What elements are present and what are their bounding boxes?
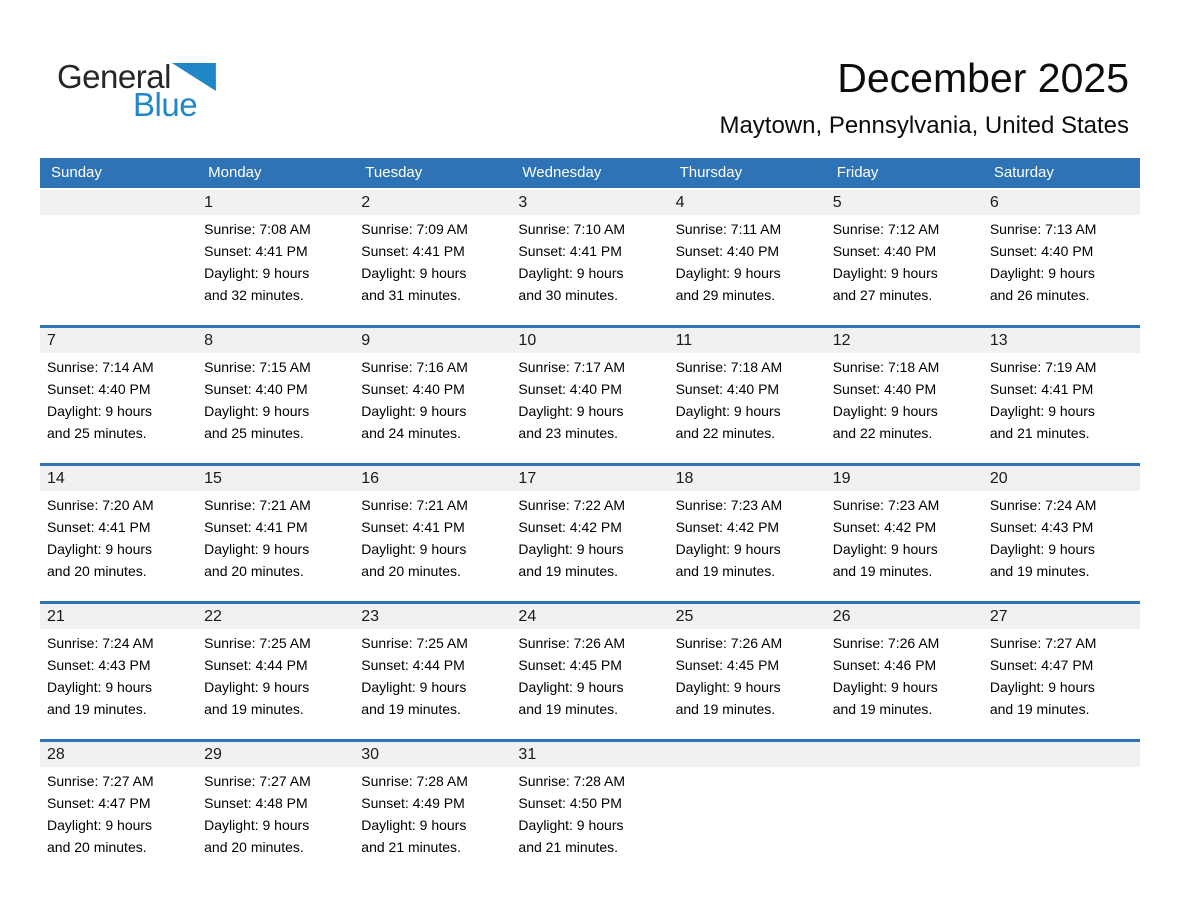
day-number-empty bbox=[669, 742, 826, 767]
day-number: 28 bbox=[40, 742, 197, 767]
page-subtitle: Maytown, Pennsylvania, United States bbox=[719, 112, 1129, 140]
daylight-minutes-text: and 21 minutes. bbox=[518, 839, 619, 855]
sunset-text: Sunset: 4:43 PM bbox=[47, 657, 151, 673]
sunset-text: Sunset: 4:47 PM bbox=[47, 795, 151, 811]
header-titles bbox=[719, 56, 1129, 140]
day-number: 16 bbox=[354, 466, 511, 491]
daylight-hours-text: Daylight: 9 hours bbox=[989, 541, 1095, 557]
sunset-text: Sunset: 4:41 PM bbox=[989, 381, 1094, 397]
sunrise-text: Sunrise: 7:10 AM bbox=[518, 221, 626, 237]
sunrise-text: Sunrise: 7:24 AM bbox=[47, 635, 154, 651]
day-cell-27 bbox=[983, 604, 1140, 720]
sunset-text: Sunset: 4:43 PM bbox=[989, 519, 1094, 535]
sunset-text: Sunset: 4:41 PM bbox=[361, 243, 465, 259]
sunset-text: Sunset: 4:40 PM bbox=[518, 381, 622, 397]
daylight-hours-text: Daylight: 9 hours bbox=[675, 265, 781, 281]
daylight-minutes-text: and 20 minutes. bbox=[204, 839, 304, 855]
sunset-text: Sunset: 4:48 PM bbox=[204, 795, 308, 811]
daylight-hours-text: Daylight: 9 hours bbox=[361, 817, 467, 833]
day-cell-25 bbox=[669, 604, 826, 720]
daylight-hours-text: Daylight: 9 hours bbox=[47, 541, 153, 557]
daylight-minutes-text: and 19 minutes. bbox=[518, 701, 619, 717]
sunset-text: Sunset: 4:45 PM bbox=[675, 657, 780, 673]
day-number-empty bbox=[983, 742, 1140, 767]
day-cell-19 bbox=[826, 466, 983, 582]
daylight-hours-text: Daylight: 9 hours bbox=[675, 541, 781, 557]
day-number: 15 bbox=[197, 466, 354, 491]
day-cell-20 bbox=[983, 466, 1140, 582]
daylight-minutes-text: and 21 minutes. bbox=[361, 839, 461, 855]
day-number: 25 bbox=[669, 604, 826, 629]
sunset-text: Sunset: 4:42 PM bbox=[832, 519, 937, 535]
day-cell-24 bbox=[511, 604, 668, 720]
daylight-minutes-text: and 19 minutes. bbox=[518, 563, 619, 579]
weekday-header-thursday: Thursday bbox=[679, 164, 743, 181]
daylight-hours-text: Daylight: 9 hours bbox=[675, 679, 781, 695]
sunrise-text: Sunrise: 7:16 AM bbox=[361, 359, 468, 375]
sunrise-text: Sunrise: 7:27 AM bbox=[989, 635, 1097, 651]
day-number: 7 bbox=[40, 328, 197, 353]
day-cell-18 bbox=[669, 466, 826, 582]
sunset-text: Sunset: 4:40 PM bbox=[832, 243, 937, 259]
sunset-text: Sunset: 4:40 PM bbox=[675, 243, 780, 259]
daylight-minutes-text: and 19 minutes. bbox=[675, 701, 776, 717]
sunrise-text: Sunrise: 7:26 AM bbox=[518, 635, 626, 651]
day-cell-6 bbox=[983, 190, 1140, 306]
sunset-text: Sunset: 4:41 PM bbox=[204, 243, 308, 259]
day-number: 5 bbox=[826, 190, 983, 215]
daylight-minutes-text: and 19 minutes. bbox=[47, 701, 147, 717]
daylight-minutes-text: and 20 minutes. bbox=[47, 563, 147, 579]
weekday-header-tuesday: Tuesday bbox=[365, 164, 423, 181]
sunrise-text: Sunrise: 7:28 AM bbox=[518, 773, 626, 789]
sunset-text: Sunset: 4:40 PM bbox=[675, 381, 780, 397]
week-row-4 bbox=[40, 601, 1140, 739]
sunrise-text: Sunrise: 7:25 AM bbox=[204, 635, 311, 651]
day-number: 21 bbox=[40, 604, 197, 629]
sunrise-text: Sunrise: 7:11 AM bbox=[675, 221, 782, 237]
sunset-text: Sunset: 4:41 PM bbox=[47, 519, 151, 535]
daylight-hours-text: Daylight: 9 hours bbox=[832, 403, 938, 419]
daylight-minutes-text: and 19 minutes. bbox=[989, 563, 1090, 579]
day-cell-12 bbox=[826, 328, 983, 444]
daylight-minutes-text: and 20 minutes. bbox=[361, 563, 461, 579]
day-number: 8 bbox=[197, 328, 354, 353]
day-cell-9 bbox=[354, 328, 511, 444]
daylight-minutes-text: and 29 minutes. bbox=[675, 287, 776, 303]
daylight-minutes-text: and 20 minutes. bbox=[47, 839, 147, 855]
daylight-minutes-text: and 23 minutes. bbox=[518, 425, 619, 441]
day-number: 4 bbox=[669, 190, 826, 215]
sunset-text: Sunset: 4:42 PM bbox=[675, 519, 780, 535]
logo-text-general: General bbox=[57, 58, 171, 95]
day-cell-21 bbox=[40, 604, 197, 720]
daylight-minutes-text: and 21 minutes. bbox=[989, 425, 1090, 441]
day-cell-13 bbox=[983, 328, 1140, 444]
day-cell-empty bbox=[983, 742, 1140, 858]
day-cell-28 bbox=[40, 742, 197, 858]
sunset-text: Sunset: 4:41 PM bbox=[518, 243, 622, 259]
daylight-minutes-text: and 25 minutes. bbox=[47, 425, 147, 441]
day-cell-empty bbox=[40, 190, 197, 306]
calendar-weeks bbox=[40, 190, 1140, 877]
day-number: 26 bbox=[826, 604, 983, 629]
page-title: December 2025 bbox=[837, 55, 1129, 101]
sunset-text: Sunset: 4:50 PM bbox=[518, 795, 622, 811]
daylight-hours-text: Daylight: 9 hours bbox=[989, 679, 1095, 695]
day-cell-empty bbox=[669, 742, 826, 858]
week-row-2 bbox=[40, 325, 1140, 463]
sunrise-text: Sunrise: 7:25 AM bbox=[361, 635, 468, 651]
day-number: 18 bbox=[669, 466, 826, 491]
day-cell-22 bbox=[197, 604, 354, 720]
sunrise-text: Sunrise: 7:23 AM bbox=[675, 497, 783, 513]
day-number: 31 bbox=[511, 742, 668, 767]
daylight-minutes-text: and 26 minutes. bbox=[989, 287, 1090, 303]
sunrise-text: Sunrise: 7:08 AM bbox=[204, 221, 311, 237]
day-cell-7 bbox=[40, 328, 197, 444]
sunrise-text: Sunrise: 7:09 AM bbox=[361, 221, 468, 237]
daylight-hours-text: Daylight: 9 hours bbox=[204, 679, 310, 695]
daylight-hours-text: Daylight: 9 hours bbox=[361, 679, 467, 695]
sunrise-text: Sunrise: 7:27 AM bbox=[204, 773, 311, 789]
sunset-text: Sunset: 4:41 PM bbox=[361, 519, 465, 535]
daylight-hours-text: Daylight: 9 hours bbox=[832, 265, 938, 281]
daylight-hours-text: Daylight: 9 hours bbox=[204, 403, 310, 419]
sunrise-text: Sunrise: 7:19 AM bbox=[989, 359, 1097, 375]
sunrise-text: Sunrise: 7:18 AM bbox=[832, 359, 940, 375]
daylight-minutes-text: and 20 minutes. bbox=[204, 563, 304, 579]
sunrise-text: Sunrise: 7:15 AM bbox=[204, 359, 311, 375]
daylight-minutes-text: and 19 minutes. bbox=[832, 701, 933, 717]
day-cell-2 bbox=[354, 190, 511, 306]
daylight-minutes-text: and 25 minutes. bbox=[204, 425, 304, 441]
day-cell-23 bbox=[354, 604, 511, 720]
sunset-text: Sunset: 4:45 PM bbox=[518, 657, 622, 673]
daylight-minutes-text: and 22 minutes. bbox=[832, 425, 933, 441]
weekday-header-row bbox=[40, 158, 1140, 188]
weekday-header-wednesday: Wednesday bbox=[522, 164, 602, 181]
day-number: 6 bbox=[983, 190, 1140, 215]
sunset-text: Sunset: 4:40 PM bbox=[47, 381, 151, 397]
daylight-hours-text: Daylight: 9 hours bbox=[518, 679, 624, 695]
daylight-hours-text: Daylight: 9 hours bbox=[518, 541, 624, 557]
daylight-minutes-text: and 30 minutes. bbox=[518, 287, 619, 303]
day-number: 2 bbox=[354, 190, 511, 215]
sunrise-text: Sunrise: 7:26 AM bbox=[832, 635, 940, 651]
daylight-minutes-text: and 31 minutes. bbox=[361, 287, 461, 303]
daylight-hours-text: Daylight: 9 hours bbox=[47, 679, 153, 695]
week-row-3 bbox=[40, 463, 1140, 601]
day-number: 20 bbox=[983, 466, 1140, 491]
daylight-hours-text: Daylight: 9 hours bbox=[204, 817, 310, 833]
day-number: 13 bbox=[983, 328, 1140, 353]
day-cell-4 bbox=[669, 190, 826, 306]
daylight-hours-text: Daylight: 9 hours bbox=[675, 403, 781, 419]
daylight-minutes-text: and 19 minutes. bbox=[204, 701, 304, 717]
sunrise-text: Sunrise: 7:24 AM bbox=[989, 497, 1097, 513]
day-number: 29 bbox=[197, 742, 354, 767]
day-number: 30 bbox=[354, 742, 511, 767]
daylight-minutes-text: and 27 minutes. bbox=[832, 287, 933, 303]
logo bbox=[57, 58, 216, 124]
sunrise-text: Sunrise: 7:18 AM bbox=[675, 359, 783, 375]
day-cell-11 bbox=[669, 328, 826, 444]
sunset-text: Sunset: 4:46 PM bbox=[832, 657, 937, 673]
sunset-text: Sunset: 4:40 PM bbox=[832, 381, 937, 397]
week-row-5 bbox=[40, 739, 1140, 877]
sunrise-text: Sunrise: 7:21 AM bbox=[361, 497, 468, 513]
day-number: 19 bbox=[826, 466, 983, 491]
weekday-header-saturday: Saturday bbox=[993, 164, 1054, 181]
sunrise-text: Sunrise: 7:13 AM bbox=[989, 221, 1097, 237]
day-cell-30 bbox=[354, 742, 511, 858]
sunset-text: Sunset: 4:40 PM bbox=[361, 381, 465, 397]
sunrise-text: Sunrise: 7:28 AM bbox=[361, 773, 468, 789]
sunrise-text: Sunrise: 7:12 AM bbox=[832, 221, 940, 237]
day-cell-26 bbox=[826, 604, 983, 720]
day-cell-10 bbox=[511, 328, 668, 444]
sunrise-text: Sunrise: 7:14 AM bbox=[47, 359, 154, 375]
sunset-text: Sunset: 4:42 PM bbox=[518, 519, 622, 535]
daylight-minutes-text: and 19 minutes. bbox=[832, 563, 933, 579]
day-number: 17 bbox=[511, 466, 668, 491]
daylight-minutes-text: and 19 minutes. bbox=[675, 563, 776, 579]
day-cell-16 bbox=[354, 466, 511, 582]
day-number: 11 bbox=[669, 328, 826, 353]
sunset-text: Sunset: 4:40 PM bbox=[204, 381, 308, 397]
calendar-table bbox=[40, 158, 1140, 877]
day-number: 23 bbox=[354, 604, 511, 629]
daylight-minutes-text: and 22 minutes. bbox=[675, 425, 776, 441]
day-number-empty bbox=[40, 190, 197, 215]
day-cell-5 bbox=[826, 190, 983, 306]
daylight-hours-text: Daylight: 9 hours bbox=[518, 817, 624, 833]
day-cell-empty bbox=[826, 742, 983, 858]
daylight-hours-text: Daylight: 9 hours bbox=[989, 265, 1095, 281]
day-cell-17 bbox=[511, 466, 668, 582]
daylight-hours-text: Daylight: 9 hours bbox=[518, 265, 624, 281]
day-cell-14 bbox=[40, 466, 197, 582]
day-number: 22 bbox=[197, 604, 354, 629]
weekday-header-friday: Friday bbox=[836, 164, 879, 181]
day-number: 9 bbox=[354, 328, 511, 353]
daylight-minutes-text: and 19 minutes. bbox=[989, 701, 1090, 717]
sunset-text: Sunset: 4:44 PM bbox=[361, 657, 465, 673]
daylight-hours-text: Daylight: 9 hours bbox=[47, 817, 153, 833]
day-number: 24 bbox=[511, 604, 668, 629]
sunrise-text: Sunrise: 7:20 AM bbox=[47, 497, 154, 513]
weekday-header-sunday: Sunday bbox=[51, 164, 102, 181]
day-number-empty bbox=[826, 742, 983, 767]
daylight-hours-text: Daylight: 9 hours bbox=[518, 403, 624, 419]
daylight-hours-text: Daylight: 9 hours bbox=[361, 541, 467, 557]
day-number: 27 bbox=[983, 604, 1140, 629]
sunset-text: Sunset: 4:40 PM bbox=[989, 243, 1094, 259]
daylight-minutes-text: and 24 minutes. bbox=[361, 425, 461, 441]
daylight-hours-text: Daylight: 9 hours bbox=[989, 403, 1095, 419]
day-cell-8 bbox=[197, 328, 354, 444]
sunset-text: Sunset: 4:47 PM bbox=[989, 657, 1094, 673]
day-cell-15 bbox=[197, 466, 354, 582]
day-number: 3 bbox=[511, 190, 668, 215]
day-number: 14 bbox=[40, 466, 197, 491]
daylight-hours-text: Daylight: 9 hours bbox=[204, 541, 310, 557]
daylight-hours-text: Daylight: 9 hours bbox=[361, 265, 467, 281]
day-number: 1 bbox=[197, 190, 354, 215]
weekday-header-monday: Monday bbox=[208, 164, 262, 181]
sunrise-text: Sunrise: 7:22 AM bbox=[518, 497, 626, 513]
sunset-text: Sunset: 4:44 PM bbox=[204, 657, 308, 673]
daylight-hours-text: Daylight: 9 hours bbox=[204, 265, 310, 281]
logo-text-blue: Blue bbox=[133, 86, 198, 123]
day-cell-3 bbox=[511, 190, 668, 306]
daylight-hours-text: Daylight: 9 hours bbox=[832, 541, 938, 557]
week-row-1 bbox=[40, 190, 1140, 325]
sunrise-text: Sunrise: 7:23 AM bbox=[832, 497, 940, 513]
daylight-minutes-text: and 32 minutes. bbox=[204, 287, 304, 303]
sunrise-text: Sunrise: 7:27 AM bbox=[47, 773, 154, 789]
daylight-hours-text: Daylight: 9 hours bbox=[361, 403, 467, 419]
daylight-hours-text: Daylight: 9 hours bbox=[47, 403, 153, 419]
sunrise-text: Sunrise: 7:17 AM bbox=[518, 359, 626, 375]
sunset-text: Sunset: 4:41 PM bbox=[204, 519, 308, 535]
daylight-minutes-text: and 19 minutes. bbox=[361, 701, 461, 717]
day-cell-29 bbox=[197, 742, 354, 858]
sunrise-text: Sunrise: 7:21 AM bbox=[204, 497, 311, 513]
day-cell-31 bbox=[511, 742, 668, 858]
day-number: 12 bbox=[826, 328, 983, 353]
day-cell-1 bbox=[197, 190, 354, 306]
day-number: 10 bbox=[511, 328, 668, 353]
daylight-hours-text: Daylight: 9 hours bbox=[832, 679, 938, 695]
sunrise-text: Sunrise: 7:26 AM bbox=[675, 635, 783, 651]
sunset-text: Sunset: 4:49 PM bbox=[361, 795, 465, 811]
